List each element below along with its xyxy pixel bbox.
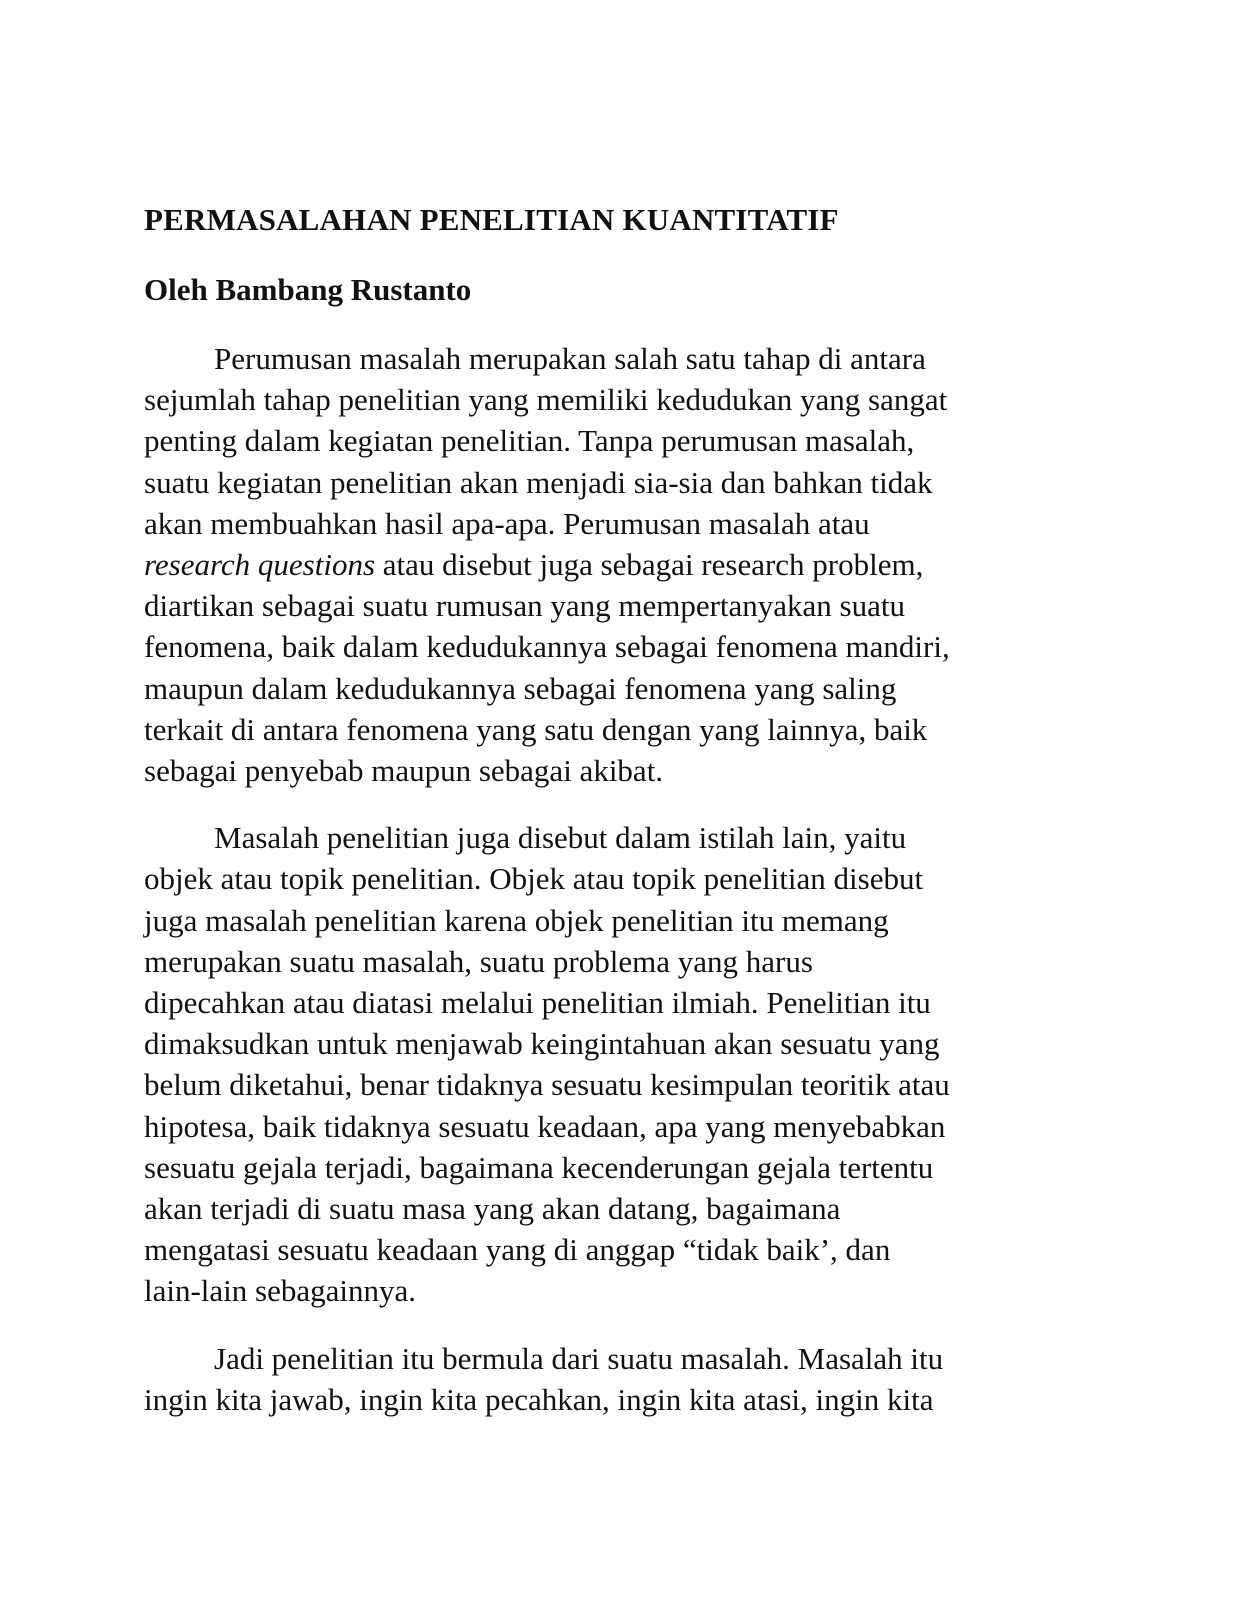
text-line: dimaksudkan untuk menjawab keingintahuan akan sesuatu yang: [144, 1026, 940, 1062]
text-line: maupun dalam kedudukannya sebagai fenomena yang saling: [144, 670, 897, 706]
text-line: akan terjadi di suatu masa yang akan datang, bagaimana: [144, 1191, 841, 1227]
text-line: belum diketahui, benar tidaknya sesuatu kesimpulan teoritik atau: [144, 1067, 950, 1103]
text-fragment: atau disebut juga sebagai research problem,: [375, 547, 924, 583]
text-line: terkait di antara fenomena yang satu dengan yang lainnya, baik: [144, 711, 928, 747]
text-line: fenomena, baik dalam kedudukannya sebagai fenomena mandiri,: [144, 629, 950, 665]
text-line: Jadi penelitian itu bermula dari suatu masalah. Masalah itu: [214, 1340, 944, 1376]
text-line: diartikan sebagai suatu rumusan yang mempertanyakan suatu: [144, 588, 905, 624]
text-line-with-italic: [144, 544, 1084, 585]
text-line: sebagai penyebab maupun sebagai akibat.: [144, 753, 664, 789]
text-line: suatu kegiatan penelitian akan menjadi sia-sia dan bahkan tidak: [144, 464, 933, 500]
text-line: Masalah penelitian juga disebut dalam istilah lain, yaitu: [214, 820, 907, 856]
text-line: juga masalah penelitian karena objek penelitian itu memang: [144, 902, 889, 938]
paragraph-3: [144, 1338, 1084, 1420]
text-line: sesuatu gejala terjadi, bagaimana kecenderungan gejala tertentu: [144, 1149, 934, 1185]
paragraph-1: [144, 338, 1084, 791]
document-title: PERMASALAHAN PENELITIAN KUANTITATIF: [144, 202, 839, 237]
text-line: sejumlah tahap penelitian yang memiliki kedudukan yang sangat: [144, 382, 948, 418]
document-author: Oleh Bambang Rustanto: [144, 272, 472, 307]
text-line: akan membuahkan hasil apa-apa. Perumusan masalah atau: [144, 505, 870, 541]
text-line: merupakan suatu masalah, suatu problema yang harus: [144, 943, 813, 979]
text-line: hipotesa, baik tidaknya sesuatu keadaan, apa yang menyebabkan: [144, 1108, 946, 1144]
paragraph-2: [144, 817, 1084, 1311]
text-line: lain-lain sebagainnya.: [144, 1273, 417, 1309]
text-line: ingin kita jawab, ingin kita pecahkan, ingin kita atasi, ingin kita: [144, 1381, 934, 1417]
italic-term: research questions: [144, 547, 376, 583]
text-line: mengatasi sesuatu keadaan yang di anggap “tidak baik’, dan: [144, 1232, 891, 1268]
document-body: [144, 200, 1084, 1420]
text-line: penting dalam kegiatan penelitian. Tanpa perumusan masalah,: [144, 423, 915, 459]
text-line: objek atau topik penelitian. Objek atau topik penelitian disebut: [144, 861, 924, 897]
text-line: dipecahkan atau diatasi melalui penelitian ilmiah. Penelitian itu: [144, 985, 931, 1021]
text-line: Perumusan masalah merupakan salah satu tahap di antara: [214, 341, 926, 376]
